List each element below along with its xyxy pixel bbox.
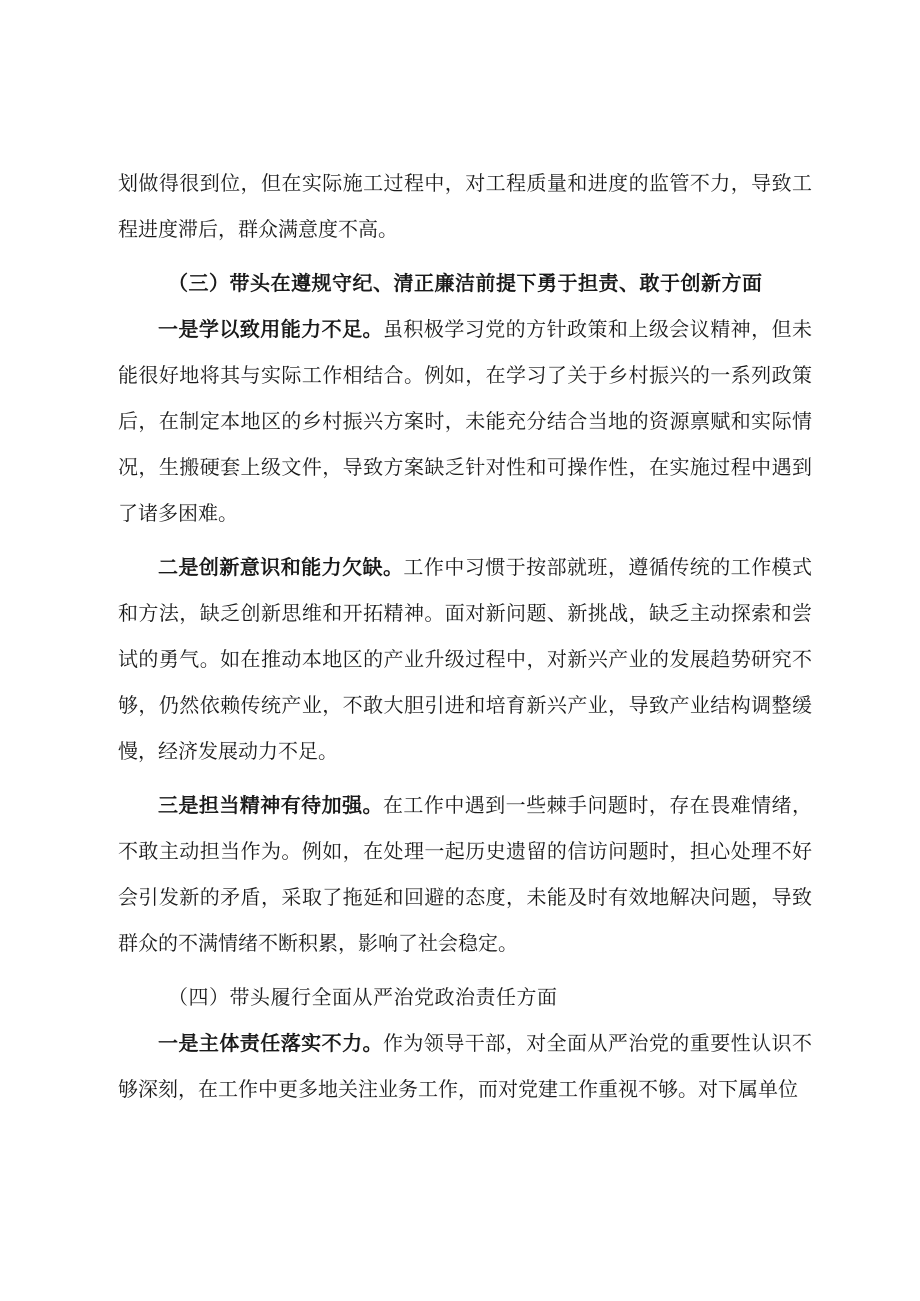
section-heading-3: （三）带头在遵规守纪、清正廉洁前提下勇于担责、敢于创新方面: [168, 271, 763, 295]
item-2-body: 工作中习惯于按部就班，遵循传统的工作模式和方法，缺乏创新思维和开拓精神。面对新问题、新挑战，缺乏主动探索和尝试的勇气。如在推动本地区的产业升级过程中，对新兴产业的发展趋势研究不够，仍然依赖传统产业，不敢大胆引进和培育新兴产业，导致产业结构调整缓慢，经济发展动力不足。: [118, 555, 813, 763]
paragraph-item-4: [118, 1020, 812, 1112]
document-body: [118, 160, 812, 1112]
item-2-lead: 二是创新意识和能力欠缺。: [158, 555, 404, 579]
paragraph-item-1: [118, 306, 812, 536]
item-4-body: 作为领导干部，对全面从严治党的重要性认识不够深刻，在工作中更多地关注业务工作，而对党建工作重视不够。对下属单位: [118, 1031, 813, 1101]
paragraph-item-2: [118, 544, 812, 774]
item-3-body: 在工作中遇到一些棘手问题时，存在畏难情绪，不敢主动担当作为。例如，在处理一起历史遗留的信访问题时，担心处理不好会引发新的矛盾，采取了拖延和回避的态度，未能及时有效地解决问题，导致群众的不满情绪不断积累，影响了社会稳定。: [118, 793, 813, 955]
section-heading-4: （四）带头履行全面从严治党政治责任方面: [168, 985, 558, 1009]
item-1-body: 虽积极学习党的方针政策和上级会议精神，但未能很好地将其与实际工作相结合。例如，在学习了关于乡村振兴的一系列政策后，在制定本地区的乡村振兴方案时，未能充分结合当地的资源禀赋和实际情况，生搬硬套上级文件，导致方案缺乏针对性和可操作性，在实施过程中遇到了诸多困难。: [118, 317, 813, 525]
paragraph-item-3: [118, 782, 812, 966]
item-4-lead: 一是主体责任落实不力。: [158, 1031, 383, 1055]
item-1-lead: 一是学以致用能力不足。: [158, 317, 383, 341]
paragraph-continuation: 划做得很到位，但在实际施工过程中，对工程质量和进度的监管不力，导致工程进度滞后，群众满意度不高。: [118, 171, 812, 241]
item-3-lead: 三是担当精神有待加强。: [158, 793, 383, 817]
